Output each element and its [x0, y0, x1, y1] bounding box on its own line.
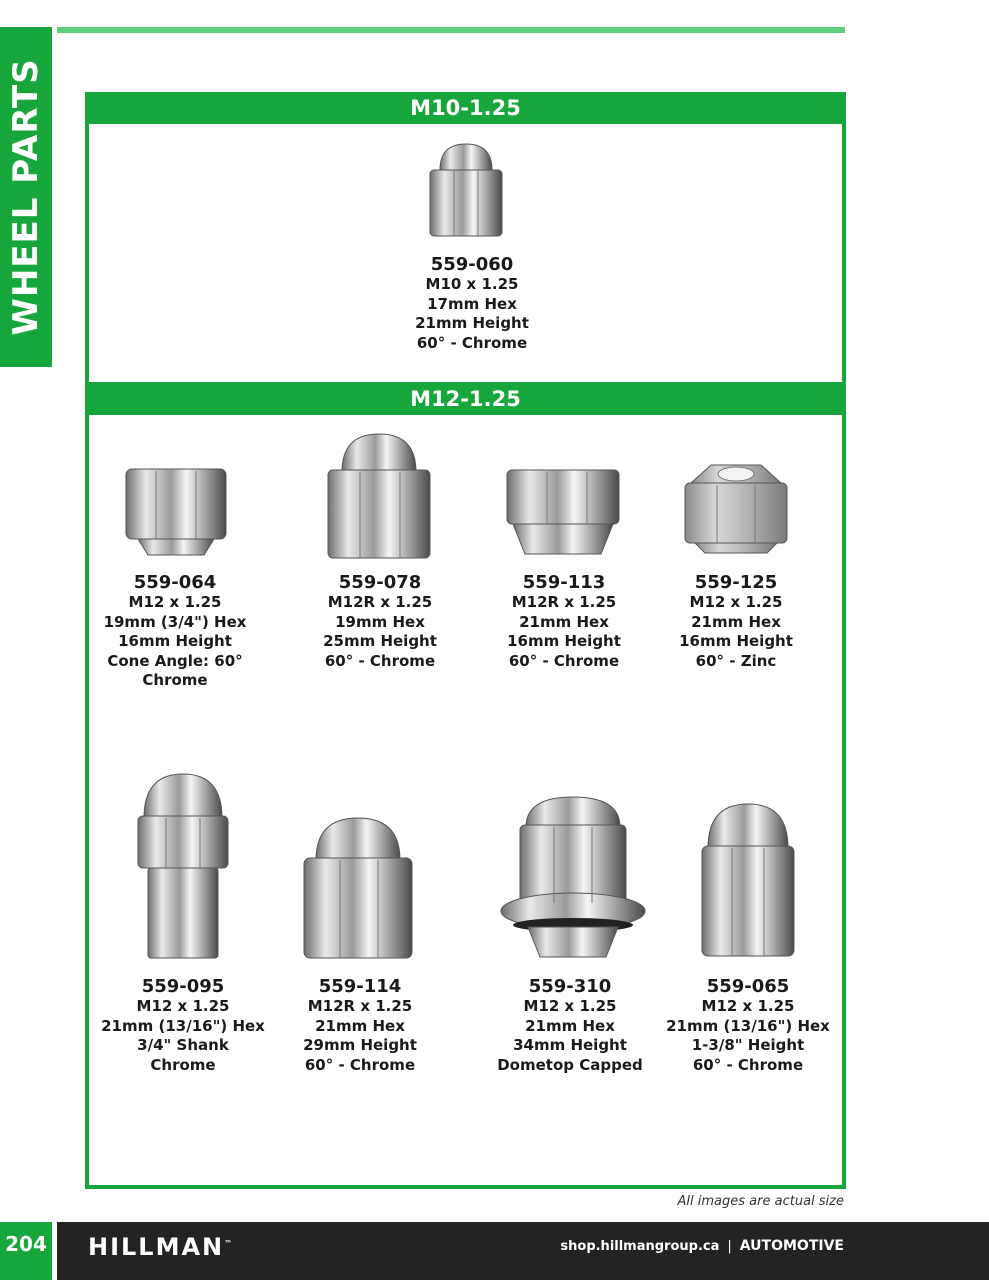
product-sku: 559-310: [528, 976, 612, 997]
image-size-caption: All images are actual size: [677, 1194, 844, 1209]
product-sku: 559-065: [706, 976, 790, 997]
nut-image-559-065: [698, 800, 798, 960]
product-spec: 19mm (3/4") Hex: [103, 612, 247, 631]
product-sku: 559-078: [338, 572, 422, 593]
product-spec: 19mm Hex: [335, 612, 425, 631]
product-spec: M10 x 1.25: [425, 275, 519, 293]
footer-separator: |: [727, 1239, 732, 1254]
nut-image-559-113: [503, 466, 623, 558]
product-spec: 60° - Chrome: [324, 651, 436, 670]
product-spec: M12 x 1.25: [136, 997, 230, 1015]
product-sku: 559-060: [430, 254, 514, 275]
logo-text: HILLMAN: [88, 1233, 225, 1261]
product-spec: Chrome: [150, 1055, 216, 1074]
product-559-113: [484, 572, 644, 671]
product-spec: 16mm Height: [507, 632, 621, 650]
product-spec: 21mm Height: [415, 314, 529, 332]
side-tab-label: WHEEL PARTS: [6, 58, 46, 336]
nut-image-559-114: [300, 814, 416, 962]
hillman-logo: [88, 1233, 232, 1261]
product-spec: Chrome: [142, 671, 208, 689]
product-spec: 60° - Chrome: [508, 651, 620, 670]
nut-image-559-078: [324, 430, 434, 562]
product-spec: M12 x 1.25: [523, 997, 617, 1015]
product-spec: 60° - Zinc: [695, 651, 777, 670]
product-559-065: [663, 976, 833, 1075]
product-559-095: [98, 976, 268, 1075]
product-spec: M12 x 1.25: [128, 593, 222, 611]
product-spec: 16mm Height: [118, 632, 232, 650]
side-tab: [0, 27, 52, 367]
nut-image-559-310: [498, 793, 648, 963]
product-spec: 34mm Height: [513, 1036, 627, 1054]
product-559-310: [490, 976, 650, 1075]
product-spec: 21mm Hex: [315, 1016, 405, 1035]
page-number: 204: [0, 1222, 52, 1280]
product-spec: 60° - Chrome: [304, 1055, 416, 1074]
nut-image-559-095: [134, 770, 232, 962]
product-spec: M12 x 1.25: [701, 997, 795, 1015]
product-spec: M12 x 1.25: [689, 593, 783, 611]
product-559-078: [300, 572, 460, 671]
top-rule: [57, 27, 845, 33]
product-spec: M12R x 1.25: [511, 593, 617, 611]
product-spec: 25mm Height: [323, 632, 437, 650]
product-spec: 21mm Hex: [519, 612, 609, 631]
product-spec: 1-3/8" Height: [691, 1036, 805, 1054]
product-sku: 559-064: [133, 572, 217, 593]
logo-trademark: ™: [224, 1239, 233, 1248]
product-spec: 29mm Height: [303, 1036, 417, 1054]
product-559-064: [90, 572, 260, 691]
product-sku: 559-095: [141, 976, 225, 997]
website-link[interactable]: shop.hillmangroup.ca: [560, 1239, 720, 1254]
nut-image-559-064: [122, 465, 230, 559]
nut-image-559-125: [681, 459, 791, 557]
product-spec: Dometop Capped: [497, 1055, 643, 1074]
product-sku: 559-114: [318, 976, 402, 997]
footer-links: [560, 1238, 844, 1254]
section-header-m10: M10-1.25: [85, 92, 846, 124]
product-spec: 21mm Hex: [691, 612, 781, 631]
product-559-125: [656, 572, 816, 671]
footer-category: AUTOMOTIVE: [739, 1238, 844, 1254]
product-spec: 60° - Chrome: [416, 333, 528, 352]
product-sku: 559-125: [694, 572, 778, 593]
product-spec: 16mm Height: [679, 632, 793, 650]
section-header-m12: M12-1.25: [85, 383, 846, 415]
product-spec: M12R x 1.25: [327, 593, 433, 611]
product-sku: 559-113: [522, 572, 606, 593]
product-spec: 21mm (13/16") Hex: [666, 1016, 830, 1035]
product-spec: 3/4" Shank: [137, 1036, 229, 1054]
product-559-114: [280, 976, 440, 1075]
product-spec: M12R x 1.25: [307, 997, 413, 1015]
product-559-060: [372, 254, 572, 353]
product-spec: 21mm Hex: [525, 1016, 615, 1035]
nut-image-559-060: [426, 140, 506, 240]
product-spec: 17mm Hex: [427, 294, 517, 313]
product-spec: 21mm (13/16") Hex: [101, 1016, 265, 1035]
product-spec: Cone Angle: 60°: [107, 651, 243, 670]
product-spec: 60° - Chrome: [692, 1055, 804, 1074]
